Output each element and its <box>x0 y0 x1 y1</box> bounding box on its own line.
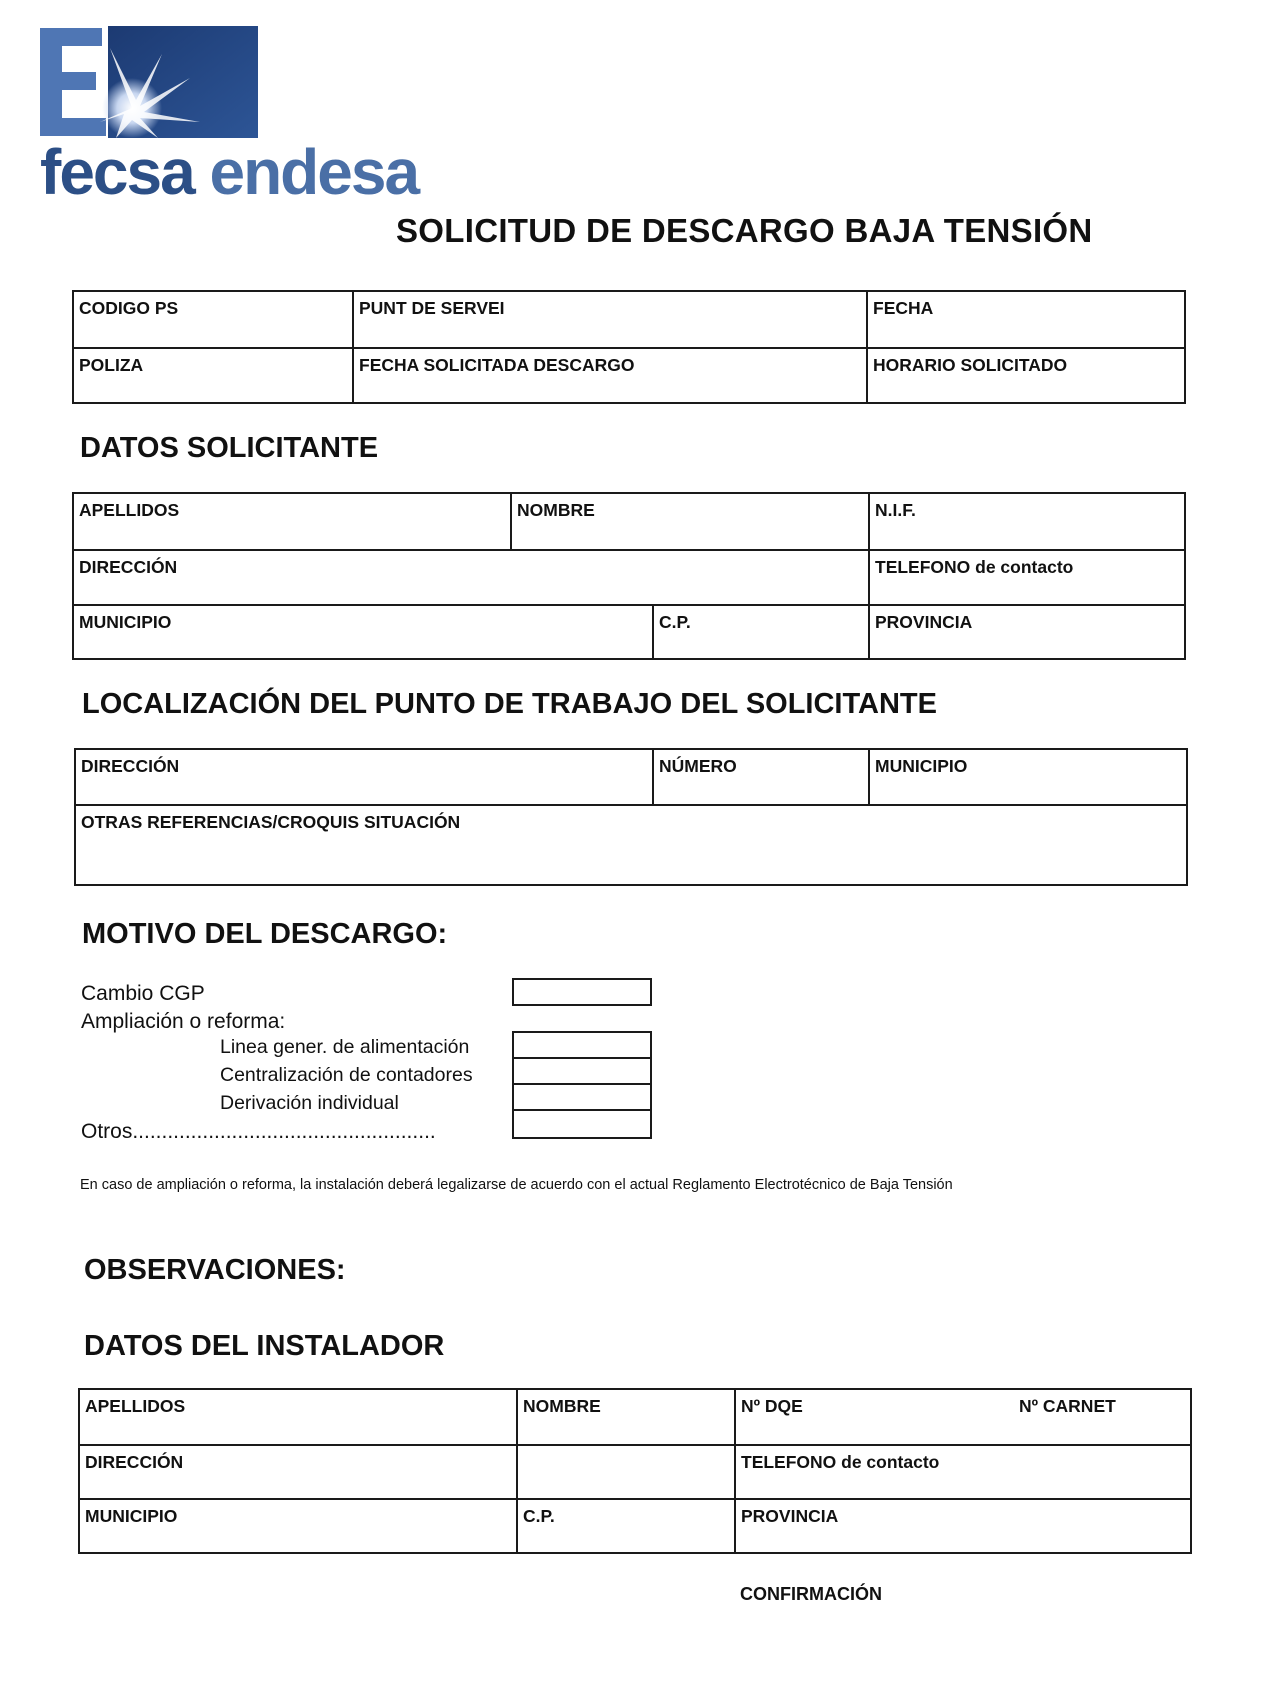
instalador-carnet-field[interactable]: Nº CARNET <box>1019 1396 1116 1416</box>
poliza-field[interactable]: POLIZA <box>74 347 352 402</box>
brand-fecsa: fecsa <box>40 136 194 208</box>
derivacion-checkbox[interactable] <box>512 1083 652 1111</box>
solicitante-direccion-field[interactable]: DIRECCIÓN <box>74 549 868 604</box>
solicitante-provincia-field[interactable]: PROVINCIA <box>868 604 1184 658</box>
ampliacion-label: Ampliación o reforma: <box>81 1010 286 1033</box>
cambio-cgp-checkbox[interactable] <box>512 978 652 1006</box>
instalador-nombre-field[interactable]: NOMBRE <box>516 1390 734 1444</box>
linea-checkbox[interactable] <box>512 1031 652 1059</box>
localizacion-municipio-field[interactable]: MUNICIPIO <box>868 750 1186 804</box>
punt-servei-field[interactable]: PUNT DE SERVEI <box>352 292 866 347</box>
fecha-solicitada-field[interactable]: FECHA SOLICITADA DESCARGO <box>352 347 866 402</box>
instalador-municipio-field[interactable]: MUNICIPIO <box>80 1498 516 1552</box>
otras-referencias-field[interactable]: OTRAS REFERENCIAS/CROQUIS SITUACIÓN <box>76 804 1186 884</box>
linea-label: Linea gener. de alimentación <box>220 1036 470 1058</box>
solicitante-telefono-field[interactable]: TELEFONO de contacto <box>868 549 1184 604</box>
fecsa-endesa-logo-mark <box>40 26 258 138</box>
instalador-heading: DATOS DEL INSTALADOR <box>84 1330 445 1362</box>
instalador-cp-field[interactable]: C.P. <box>516 1498 734 1552</box>
solicitante-apellidos-field[interactable]: APELLIDOS <box>79 500 180 520</box>
brand-wordmark <box>40 136 419 208</box>
fecha-field[interactable]: FECHA <box>866 292 1184 347</box>
datos-solicitante-heading: DATOS SOLICITANTE <box>80 432 379 464</box>
motivo-heading: MOTIVO DEL DESCARGO: <box>82 918 448 950</box>
instalador-empty-cell[interactable] <box>516 1444 734 1498</box>
confirmacion-label: CONFIRMACIÓN <box>740 1584 882 1604</box>
localizacion-table <box>74 748 1188 886</box>
document-title: SOLICITUD DE DESCARGO BAJA TENSIÓN <box>396 212 1093 249</box>
instalador-table <box>78 1388 1192 1554</box>
instalador-dqe-field[interactable]: Nº DQE <box>734 1390 1014 1444</box>
localizacion-heading: LOCALIZACIÓN DEL PUNTO DE TRABAJO DEL SOLICITANTE <box>82 688 937 720</box>
horario-solicitado-field[interactable]: HORARIO SOLICITADO <box>866 347 1184 402</box>
localizacion-direccion-field[interactable]: DIRECCIÓN <box>81 756 180 776</box>
solicitante-cp-field[interactable]: C.P. <box>652 604 868 658</box>
reglamento-note: En caso de ampliación o reforma, la instalación deberá legalizarse de acuerdo con el actual Reglamento Electrotécnico de Baja Tensión <box>80 1177 953 1193</box>
cambio-cgp-label: Cambio CGP <box>81 982 205 1005</box>
centralizacion-label: Centralización de contadores <box>220 1064 473 1086</box>
centralizacion-checkbox[interactable] <box>512 1057 652 1085</box>
header-table <box>72 290 1186 404</box>
observaciones-heading: OBSERVACIONES: <box>84 1254 346 1286</box>
localizacion-numero-field[interactable]: NÚMERO <box>652 750 868 804</box>
derivacion-label: Derivación individual <box>220 1092 399 1114</box>
solicitante-table <box>72 492 1186 660</box>
instalador-telefono-field[interactable]: TELEFONO de contacto <box>734 1444 1190 1498</box>
otros-label: Otros.................................................... <box>81 1120 436 1143</box>
solicitante-nif-field[interactable]: N.I.F. <box>868 494 1184 549</box>
solicitante-municipio-field[interactable]: MUNICIPIO <box>74 604 652 658</box>
solicitante-nombre-field[interactable]: NOMBRE <box>510 494 868 549</box>
instalador-apellidos-field[interactable]: APELLIDOS <box>85 1396 186 1416</box>
brand-endesa: endesa <box>209 136 419 208</box>
instalador-provincia-field[interactable]: PROVINCIA <box>734 1498 1190 1552</box>
codigo-ps-field[interactable]: CODIGO PS <box>79 298 179 318</box>
otros-checkbox[interactable] <box>512 1109 652 1139</box>
instalador-direccion-field[interactable]: DIRECCIÓN <box>80 1444 516 1498</box>
